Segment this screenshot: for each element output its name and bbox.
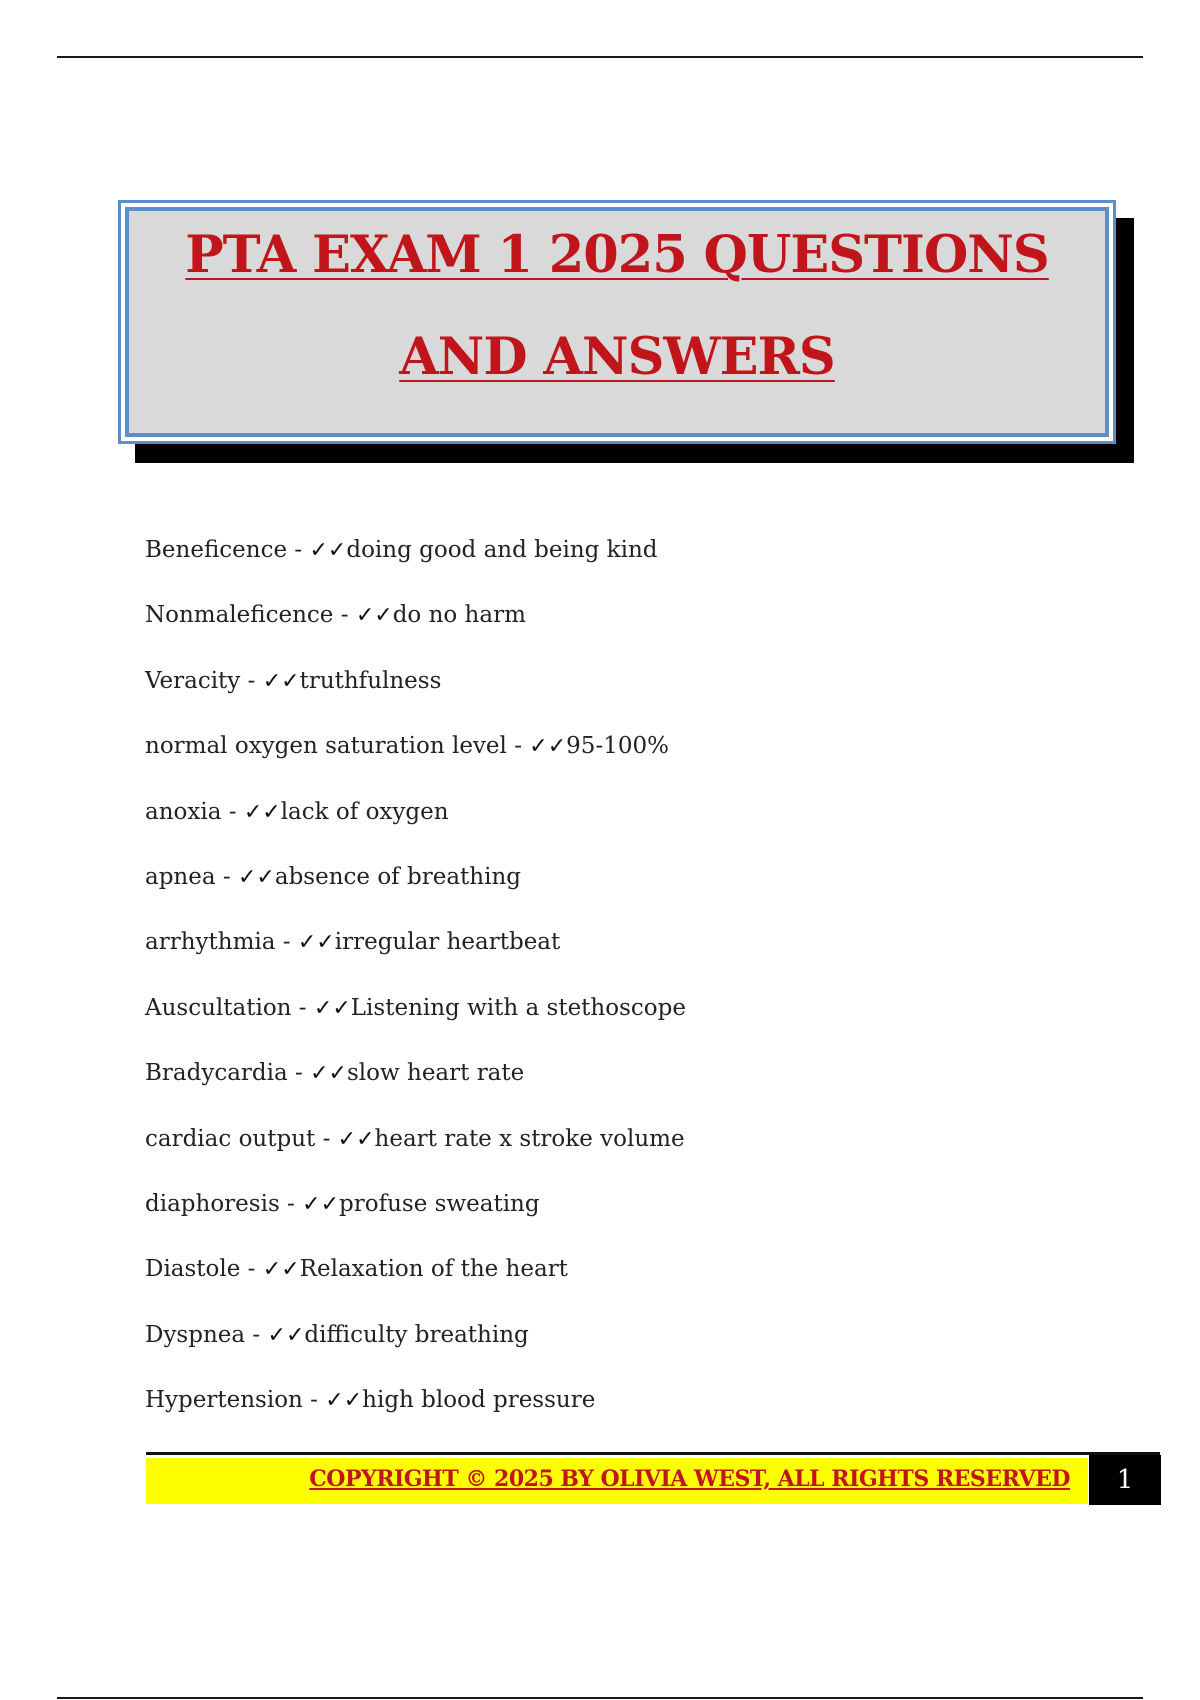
double-check-icon: ✓✓ — [529, 734, 567, 760]
double-check-icon: ✓✓ — [297, 930, 335, 956]
footer-rule — [146, 1452, 1160, 1455]
qa-term: Beneficence — [145, 537, 288, 563]
qa-term: normal oxygen saturation level — [145, 733, 507, 760]
qa-item — [145, 1053, 686, 1118]
qa-separator: - — [215, 863, 238, 890]
qa-separator: - — [279, 1190, 303, 1217]
qa-term: Auscultation — [145, 994, 292, 1021]
qa-term: Nonmaleficence — [145, 602, 334, 629]
qa-answer: slow heart rate — [347, 1060, 525, 1087]
title-line-1: PTA EXAM 1 2025 QUESTIONS — [185, 225, 1049, 285]
double-check-icon: ✓✓ — [237, 864, 275, 890]
qa-answer: 95-100% — [566, 733, 669, 760]
qa-answer: profuse sweating — [339, 1190, 540, 1217]
double-check-icon: ✓✓ — [325, 1388, 363, 1414]
qa-answer: difficulty breathing — [304, 1321, 529, 1348]
bottom-rule — [57, 1697, 1143, 1699]
qa-item — [145, 726, 686, 791]
qa-answer: high blood pressure — [362, 1387, 596, 1414]
double-check-icon: ✓✓ — [337, 1126, 375, 1152]
qa-item — [145, 1380, 686, 1445]
qa-separator: - — [221, 798, 244, 825]
qa-answer: heart rate x stroke volume — [374, 1125, 685, 1152]
qa-term: Hypertension — [145, 1387, 303, 1414]
qa-separator: - — [287, 537, 310, 563]
qa-term: Dyspnea — [145, 1321, 246, 1348]
qa-separator: - — [333, 602, 356, 629]
qa-item — [145, 922, 686, 987]
qa-answer: Listening with a stethoscope — [350, 994, 686, 1021]
double-check-icon: ✓✓ — [313, 995, 351, 1021]
double-check-icon: ✓✓ — [262, 668, 300, 694]
qa-item — [145, 1119, 686, 1184]
top-rule — [57, 56, 1143, 58]
qa-item — [145, 1249, 686, 1314]
qa-term: anoxia — [145, 798, 222, 825]
qa-item — [145, 857, 686, 922]
qa-separator: - — [275, 929, 298, 956]
footer-banner — [146, 1458, 1088, 1504]
double-check-icon: ✓✓ — [309, 538, 347, 563]
qa-term: Veracity — [145, 667, 241, 694]
double-check-icon: ✓✓ — [302, 1191, 340, 1217]
qa-separator: - — [315, 1125, 338, 1152]
qa-item — [145, 1184, 686, 1249]
qa-item — [145, 595, 686, 660]
qa-term: Diastole — [145, 1256, 241, 1283]
qa-term: apnea — [145, 863, 216, 890]
qa-separator: - — [240, 1256, 263, 1283]
qa-list — [145, 530, 686, 1445]
qa-item — [145, 661, 686, 726]
qa-term: Bradycardia — [145, 1060, 288, 1087]
double-check-icon: ✓✓ — [310, 1061, 347, 1087]
title-box — [118, 200, 1116, 444]
title-line-2: AND ANSWERS — [399, 327, 835, 387]
qa-separator: - — [240, 667, 263, 694]
qa-term: diaphoresis — [145, 1190, 280, 1217]
qa-separator: - — [245, 1321, 268, 1348]
copyright-notice: COPYRIGHT © 2025 BY OLIVIA WEST, ALL RIGHTS RESERVED — [309, 1466, 1070, 1492]
qa-answer: absence of breathing — [274, 863, 521, 890]
page-number: 1 — [1089, 1455, 1161, 1505]
double-check-icon: ✓✓ — [243, 799, 281, 825]
qa-term: arrhythmia — [145, 929, 276, 956]
qa-term: cardiac output — [145, 1125, 316, 1152]
double-check-icon: ✓✓ — [355, 603, 393, 629]
qa-answer: irregular heartbeat — [334, 929, 561, 956]
qa-item — [145, 1315, 686, 1380]
qa-answer: doing good and being kind — [346, 537, 658, 563]
qa-separator: - — [506, 733, 530, 760]
double-check-icon: ✓✓ — [262, 1257, 300, 1283]
qa-item — [145, 988, 686, 1053]
qa-answer: lack of oxygen — [280, 798, 449, 825]
qa-answer: truthfulness — [299, 667, 442, 694]
qa-separator: - — [287, 1060, 311, 1087]
double-check-icon: ✓✓ — [267, 1322, 305, 1348]
qa-answer: Relaxation of the heart — [299, 1256, 568, 1283]
qa-item — [145, 530, 686, 595]
qa-answer: do no harm — [392, 602, 526, 629]
qa-separator: - — [302, 1387, 326, 1414]
qa-item — [145, 792, 686, 857]
qa-separator: - — [291, 994, 314, 1021]
